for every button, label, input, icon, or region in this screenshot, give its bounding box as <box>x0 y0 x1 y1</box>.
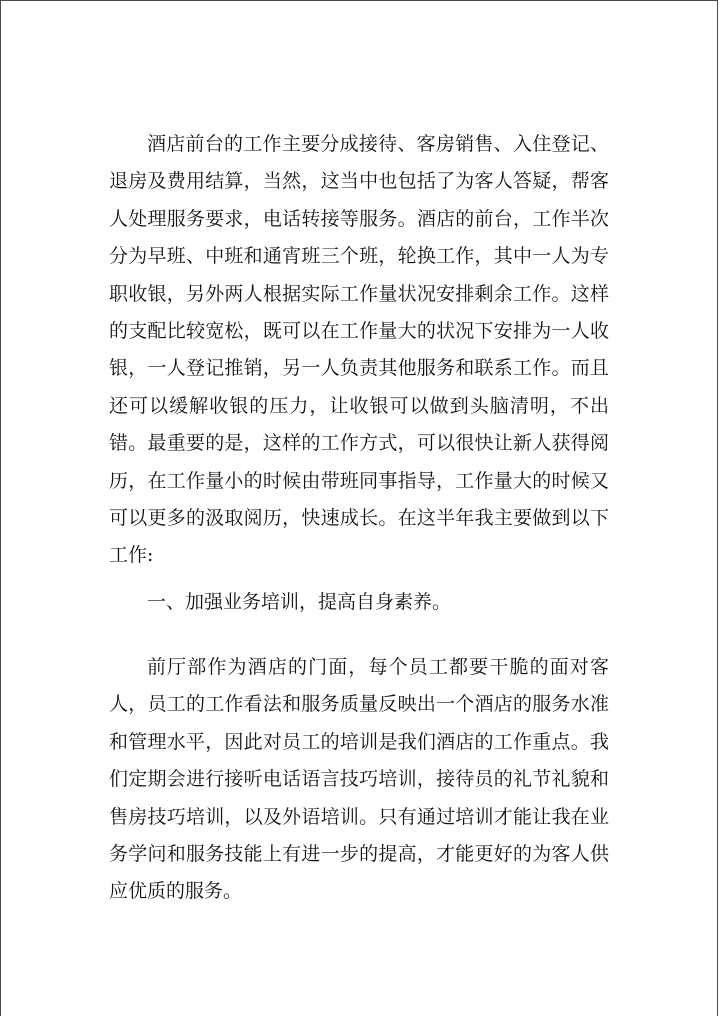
paragraph-intro: 酒店前台的工作主要分成接待、客房销售、入住登记、退房及费用结算，当然，这当中也包括了为客人答疑，帮客人处理服务要求，电话转接等服务。酒店的前台，工作半次分为早班、中班和通宵班三个班，轮换工作，其中一人为专职收银，另外两人根据实际工作量状况安排剩余工作。这样的支配比较宽松，既可以在工作量大的状况下安排为一人收银，一人登记推销，另一人负责其他服务和联系工作。而且还可以缓解收银的压力，让收银可以做到头脑清明，不出错。最重要的是，这样的工作方式，可以很快让新人获得阅历，在工作量小的时候由带班同事指导，工作量大的时候又可以更多的汲取阅历，快速成长。在这半年我主要做到以下工作: <box>109 133 609 567</box>
section-heading: 一、加强业务培训，提高自身素养。 <box>147 591 452 613</box>
paragraph-training: 前厅部作为酒店的门面，每个员工都要干脆的面对客人，员工的工作看法和服务质量反映出一个酒店的服务水准和管理水平，因此对员工的培训是我们酒店的工作重点。我们定期会进行接听电话语言技巧培训，接待员的礼节礼貌和售房技巧培训，以及外语培训。只有通过培训才能让我在业务学问和服务技能上有进一步的提高，才能更好的为客人供应优质的服务。 <box>109 656 609 903</box>
